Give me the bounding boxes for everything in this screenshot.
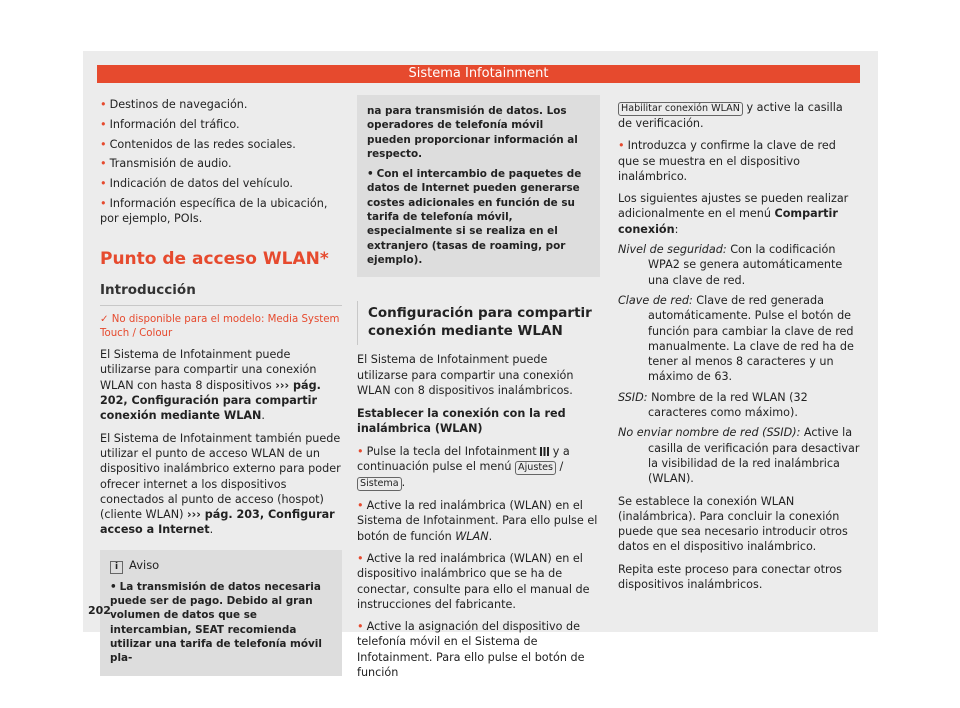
bullet-icon: • bbox=[357, 444, 364, 458]
notice-text: • Con el intercambio de paquetes de datos de Internet pueden generarse costes adicionales en función de su tarifa de telefonía móvil, especialmente si se realiza en el extranjero (tasas de roaming, por ejemplo). bbox=[367, 168, 582, 266]
paragraph: Se establece la conexión WLAN (inalámbrica). Para concluir la conexión puede que sea necesario introducir otros datos en el dispositivo inalámbrico. bbox=[618, 494, 848, 554]
subheading: Establecer la conexión con la red inalámbrica (WLAN) bbox=[357, 407, 566, 436]
info-icon: i bbox=[110, 561, 123, 574]
list-item: • Active la asignación del dispositivo de telefonía móvil en el Sistema de Infotainment. Para ello pulse el botón de función bbox=[357, 620, 585, 680]
page-header: Sistema Infotainment bbox=[97, 65, 860, 83]
bullet-icon: • bbox=[357, 551, 364, 565]
paragraph: El Sistema de Infotainment también puede utilizar el punto de acceso WLAN de un dispositivo inalámbrico externo para poder ofrecer internet a los dispositivos conectados al punto de acceso (hospot) (cliente WLAN) ››› pág. 203, Configurar acceso a Internet. bbox=[100, 431, 341, 537]
notice-text: • La transmisión de datos necesaria puede ser de pago. Debido al gran volumen de datos que se intercambian, SEAT recomienda utilizar una tarifa de telefonía móvil pla- bbox=[110, 580, 322, 665]
bullet-icon: • bbox=[100, 157, 107, 171]
column-2 bbox=[357, 97, 600, 680]
list-item: • Información del tráfico. bbox=[100, 117, 240, 131]
notice-text: na para transmisión de datos. Los operadores de telefonía móvil pueden proporcionar información al respecto. bbox=[367, 105, 578, 160]
bullet-icon: • bbox=[357, 620, 364, 634]
list-item: • Destinos de navegación. bbox=[100, 98, 248, 111]
habilitar-wlan-button[interactable]: Habilitar conexión WLAN bbox=[618, 102, 743, 116]
bullet-icon: • bbox=[357, 499, 364, 513]
bullet-icon: • bbox=[110, 580, 117, 593]
bullet-icon: • bbox=[100, 117, 107, 131]
section-title: Configuración para compartir conexión mediante WLAN bbox=[357, 301, 600, 345]
paragraph: El Sistema de Infotainment puede utilizarse para compartir una conexión WLAN con hasta 8 dispositivos ››› pág. 202, Configuración para compartir conexión mediante WLAN. bbox=[100, 348, 321, 423]
bullet-icon: • bbox=[100, 177, 107, 191]
list-item: • Información específica de la ubicación, por ejemplo, POIs. bbox=[100, 196, 328, 226]
list-item: • Transmisión de audio. bbox=[100, 157, 232, 171]
sistema-button[interactable]: Sistema bbox=[357, 477, 402, 491]
list-item: • Indicación de datos del vehículo. bbox=[100, 177, 293, 191]
menu-grid-icon bbox=[540, 447, 549, 456]
section-title: Punto de acceso WLAN* bbox=[100, 248, 329, 269]
definition-item: Nivel de seguridad: Con la codificación WPA2 se genera automáticamente una clave de red. bbox=[618, 243, 843, 287]
page-reference-link[interactable]: ››› pág. 202, Configuración para compartir conexión mediante WLAN bbox=[100, 378, 321, 423]
bullet-icon: • bbox=[100, 98, 107, 111]
paragraph: Habilitar conexión WLAN y active la casilla de verificación. bbox=[618, 101, 843, 130]
bullet-icon: • bbox=[100, 137, 107, 151]
paragraph: Los siguientes ajustes se pueden realizar adicionalmente en el menú Compartir conexión: bbox=[618, 192, 849, 236]
page-number: 202 bbox=[88, 604, 111, 617]
ajustes-button[interactable]: Ajustes bbox=[515, 461, 556, 475]
column-3 bbox=[618, 100, 860, 592]
definition-item: No enviar nombre de red (SSID): Active la casilla de verificación para desactivar la visibilidad de la red inalámbrica (WLAN). bbox=[618, 426, 860, 486]
notice-box bbox=[100, 550, 342, 676]
list-item: • Active la red inalámbrica (WLAN) en el Sistema de Infotainment. Para ello pulse el botón de función WLAN. bbox=[357, 499, 598, 543]
paragraph: Repita este proceso para conectar otros dispositivos inalámbricos. bbox=[618, 562, 843, 592]
subsection-title: Introducción bbox=[100, 283, 342, 306]
notice-box-continued bbox=[357, 95, 600, 277]
bullet-icon: • bbox=[618, 139, 625, 153]
paragraph: El Sistema de Infotainment puede utilizarse para compartir una conexión WLAN con 8 dispositivos inalámbricos. bbox=[357, 353, 574, 397]
list-item: • Introduzca y confirme la clave de red que se muestra en el dispositivo inalámbrico. bbox=[618, 139, 836, 183]
list-item: • Active la red inalámbrica (WLAN) en el dispositivo inalámbrico que se ha de conectar, consulte para ello el manual de instrucciones del fabricante. bbox=[357, 551, 590, 611]
list-item: • Pulse la tecla del Infotainment y a continuación pulse el menú Ajustes / Sistema . bbox=[357, 444, 570, 490]
check-icon: ✓ bbox=[100, 314, 109, 326]
bullet-icon: • bbox=[367, 168, 374, 181]
list-item: • Contenidos de las redes sociales. bbox=[100, 137, 296, 151]
page-reference-link[interactable]: ››› pág. 203, Configurar acceso a Internet bbox=[100, 508, 335, 537]
column-1 bbox=[100, 97, 342, 676]
notice-title: i Aviso bbox=[110, 558, 332, 574]
definition-item: SSID: Nombre de la red WLAN (32 caracteres como máximo). bbox=[618, 390, 808, 420]
availability-note: ✓ No disponible para el modelo: Media System Touch / Colour bbox=[100, 314, 340, 339]
bullet-icon: • bbox=[100, 196, 107, 210]
definition-item: Clave de red: Clave de red generada automáticamente. Pulse el botón de función para cambiar la clave de red manualmente. La clave de red ha de tener al menos 8 caracteres y un máximo de 63. bbox=[618, 293, 854, 384]
